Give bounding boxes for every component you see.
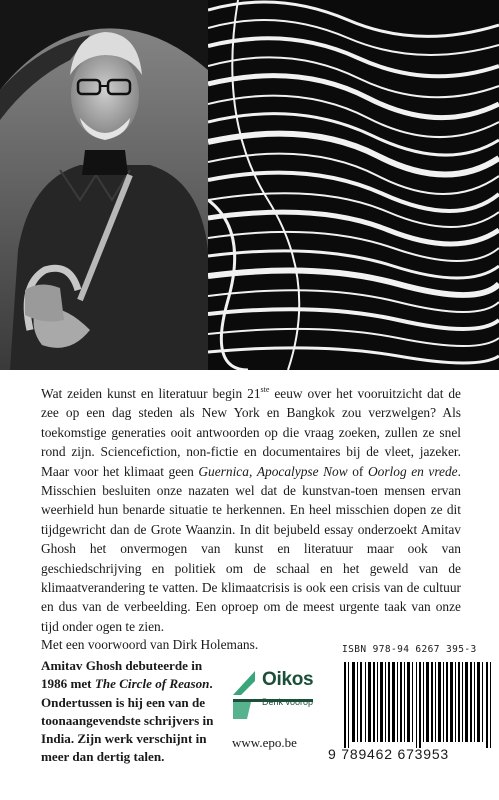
publisher-tagline: Denk voorop [262,697,314,707]
barcode-icon [344,662,494,748]
book-title-oorlog-en-vrede: Oorlog en vrede [367,463,458,479]
author-bio [41,657,231,767]
bio-debut-title: The Circle of Reason [94,676,210,692]
publisher-website: www.epo.be [232,735,297,750]
author-portrait-photo [0,0,208,370]
back-cover-blurb [41,384,461,636]
oikos-logo [233,665,316,720]
isbn-label: ISBN 978-94 6267 395-3 [342,644,477,655]
film-title-apocalypse-now: Apocalypse Now [256,463,348,479]
isbn-barcode-block [328,644,498,794]
publisher-name: Oikos [262,669,314,690]
bio-text-1: Amitav Ghosh debuteerde in 1986 met [41,658,203,692]
blurb-body-1: eeuw over het vooruitzicht dat de zee op een dag steden als New York en Bangkok zou verzwelgen? Als toekomstige generaties ooit antwoorden op die vraag zoeken, zullen ze snel rond zijn. Sciencefiction, non-fictie en documentaires bij de vleet, jazeker. Maar voor het klimaat geen [41,386,461,479]
bio-text-2: . Ondertussen is hij een van de toonaangevendste schrijvers in India. Zijn werk verschijnt in meer dan dertig talen. [41,676,214,765]
blurb-intro: Wat zeiden kunst en literatuur begin 21 [41,386,261,401]
ordinal-suffix: ste [260,384,270,394]
blurb-separator: of [347,463,368,479]
wavy-line-artwork [208,0,499,370]
cover-photo-panel [0,0,499,370]
artwork-title-guernica: Guernica [198,463,249,479]
foreword-credit: Met een voorwoord van Dirk Holemans. [41,637,259,652]
blurb-separator: , [248,463,257,479]
barcode-digits: 9 789462 673953 [328,746,449,762]
blurb-body-2: . Misschien besluiten onze nazaten wel dat de kunstvan-toen mensen ervan weerhield hun benarde situatie te herkennen. En heel misschien dopen ze dit tijdgewricht dan de Grote Waanzin. In dit bejubeld essay onderzoekt Amitav Ghosh het onvermogen van kunst en literatuur maar ook van geschiedschrijving en politiek om de schaal en het geweld van de klimaatverandering te vatten. De klimaatcrisis is ook een crisis van de cultuur en dus van de verbeelding. Een oproep om de meest urgente taak van onze tijd onder ogen te zien. [41,463,461,634]
